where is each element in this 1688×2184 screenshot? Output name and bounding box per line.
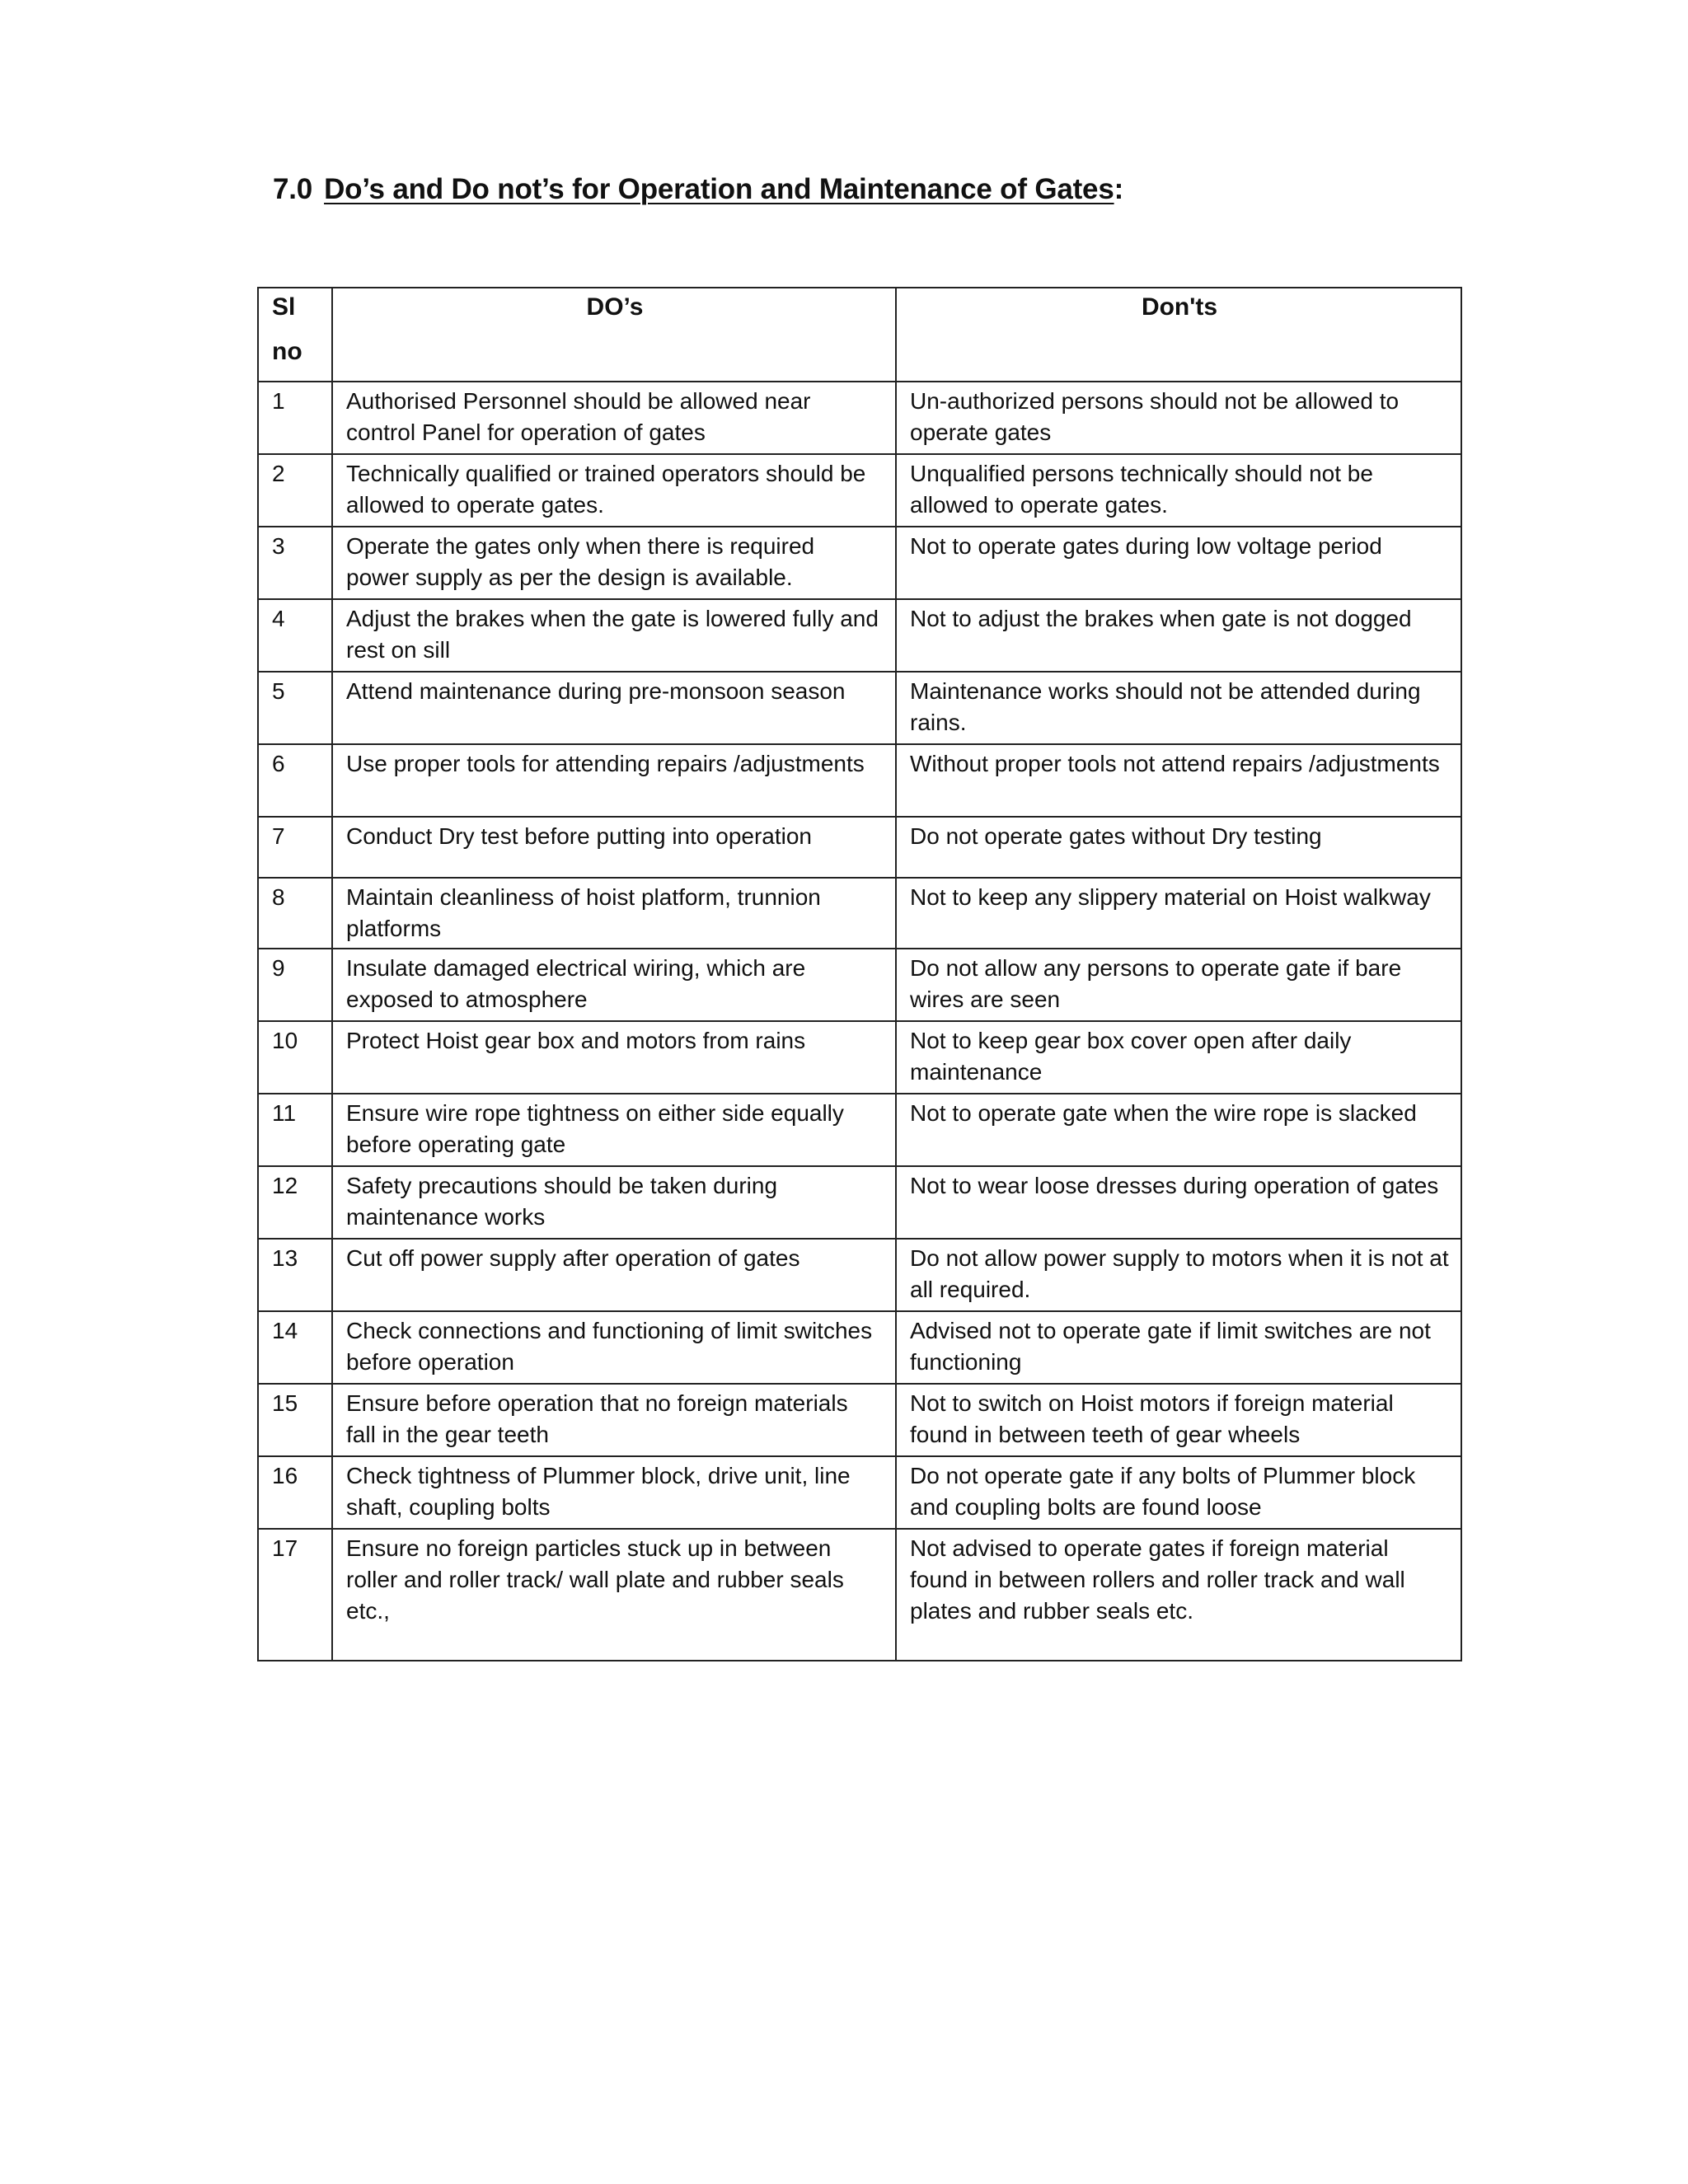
row-sl-no: 1 xyxy=(258,382,332,454)
row-dont-cell: Not advised to operate gates if foreign material found in between rollers and roller track and wall plates and rubber seals etc. xyxy=(896,1529,1461,1661)
row-dont-cell: Do not operate gates without Dry testing xyxy=(896,817,1461,878)
row-dont-cell: Do not operate gate if any bolts of Plummer block and coupling bolts are found loose xyxy=(896,1456,1461,1529)
row-do-cell: Ensure before operation that no foreign materials fall in the gear teeth xyxy=(332,1384,896,1456)
table-row xyxy=(258,454,1461,527)
row-do-cell: Operate the gates only when there is required power supply as per the design is available. xyxy=(332,527,896,599)
table-row xyxy=(258,1529,1461,1661)
table-row xyxy=(258,1311,1461,1384)
row-sl-no: 10 xyxy=(258,1021,332,1094)
table-row xyxy=(258,1384,1461,1456)
row-dont-cell: Not to keep gear box cover open after daily maintenance xyxy=(896,1021,1461,1094)
row-do-cell: Attend maintenance during pre-monsoon season xyxy=(332,672,896,744)
table-row xyxy=(258,1021,1461,1094)
row-do-cell: Authorised Personnel should be allowed near control Panel for operation of gates xyxy=(332,382,896,454)
row-dont-cell: Advised not to operate gate if limit switches are not functioning xyxy=(896,1311,1461,1384)
row-sl-no: 13 xyxy=(258,1239,332,1311)
row-do-cell: Cut off power supply after operation of gates xyxy=(332,1239,896,1311)
row-do-cell: Check tightness of Plummer block, drive unit, line shaft, coupling bolts xyxy=(332,1456,896,1529)
row-dont-cell: Not to switch on Hoist motors if foreign material found in between teeth of gear wheels xyxy=(896,1384,1461,1456)
table-row xyxy=(258,878,1461,949)
row-sl-no: 9 xyxy=(258,949,332,1021)
table-row xyxy=(258,1166,1461,1239)
row-do-cell: Adjust the brakes when the gate is lowered fully and rest on sill xyxy=(332,599,896,672)
row-sl-no: 11 xyxy=(258,1094,332,1166)
header-sl-no xyxy=(258,288,332,382)
row-sl-no: 3 xyxy=(258,527,332,599)
table-row xyxy=(258,949,1461,1021)
row-do-cell: Safety precautions should be taken during maintenance works xyxy=(332,1166,896,1239)
table-row xyxy=(258,527,1461,599)
row-sl-no: 6 xyxy=(258,744,332,817)
row-sl-no: 15 xyxy=(258,1384,332,1456)
row-do-cell: Insulate damaged electrical wiring, which are exposed to atmosphere xyxy=(332,949,896,1021)
row-do-cell: Use proper tools for attending repairs /adjustments xyxy=(332,744,896,817)
section-title: Do’s and Do not’s for Operation and Maintenance of Gates xyxy=(324,173,1114,205)
row-dont-cell: Maintenance works should not be attended during rains. xyxy=(896,672,1461,744)
row-do-cell: Ensure no foreign particles stuck up in between roller and roller track/ wall plate and rubber seals etc., xyxy=(332,1529,896,1661)
row-sl-no: 4 xyxy=(258,599,332,672)
dos-donts-table xyxy=(257,287,1462,1661)
row-do-cell: Technically qualified or trained operators should be allowed to operate gates. xyxy=(332,454,896,527)
table-row xyxy=(258,672,1461,744)
row-sl-no: 7 xyxy=(258,817,332,878)
row-sl-no: 17 xyxy=(258,1529,332,1661)
table-row xyxy=(258,744,1461,817)
section-number: 7.0 xyxy=(273,173,313,205)
header-dos: DO’s xyxy=(332,288,896,382)
table-row xyxy=(258,817,1461,878)
row-sl-no: 12 xyxy=(258,1166,332,1239)
row-dont-cell: Not to keep any slippery material on Hoist walkway xyxy=(896,878,1461,949)
row-sl-no: 14 xyxy=(258,1311,332,1384)
table-row xyxy=(258,1239,1461,1311)
row-dont-cell: Not to adjust the brakes when gate is not dogged xyxy=(896,599,1461,672)
section-heading xyxy=(273,173,1123,206)
row-sl-no: 5 xyxy=(258,672,332,744)
section-title-colon: : xyxy=(1114,173,1124,205)
row-sl-no: 2 xyxy=(258,454,332,527)
row-dont-cell: Unqualified persons technically should not be allowed to operate gates. xyxy=(896,454,1461,527)
row-do-cell: Maintain cleanliness of hoist platform, trunnion platforms xyxy=(332,878,896,949)
row-dont-cell: Not to wear loose dresses during operation of gates xyxy=(896,1166,1461,1239)
row-dont-cell: Do not allow any persons to operate gate if bare wires are seen xyxy=(896,949,1461,1021)
table-row xyxy=(258,1094,1461,1166)
header-sl-line2: no xyxy=(272,338,302,365)
row-dont-cell: Do not allow power supply to motors when it is not at all required. xyxy=(896,1239,1461,1311)
row-do-cell: Protect Hoist gear box and motors from rains xyxy=(332,1021,896,1094)
row-dont-cell: Not to operate gate when the wire rope is slacked xyxy=(896,1094,1461,1166)
row-dont-cell: Un-authorized persons should not be allowed to operate gates xyxy=(896,382,1461,454)
row-sl-no: 16 xyxy=(258,1456,332,1529)
header-donts: Don'ts xyxy=(896,288,1461,382)
table-row xyxy=(258,382,1461,454)
header-sl-line1: Sl xyxy=(272,293,296,321)
table-header-row xyxy=(258,288,1461,382)
row-do-cell: Ensure wire rope tightness on either side equally before operating gate xyxy=(332,1094,896,1166)
row-do-cell: Check connections and functioning of limit switches before operation xyxy=(332,1311,896,1384)
row-dont-cell: Without proper tools not attend repairs /adjustments xyxy=(896,744,1461,817)
table-row xyxy=(258,1456,1461,1529)
row-do-cell: Conduct Dry test before putting into operation xyxy=(332,817,896,878)
table-row xyxy=(258,599,1461,672)
row-sl-no: 8 xyxy=(258,878,332,949)
row-dont-cell: Not to operate gates during low voltage period xyxy=(896,527,1461,599)
